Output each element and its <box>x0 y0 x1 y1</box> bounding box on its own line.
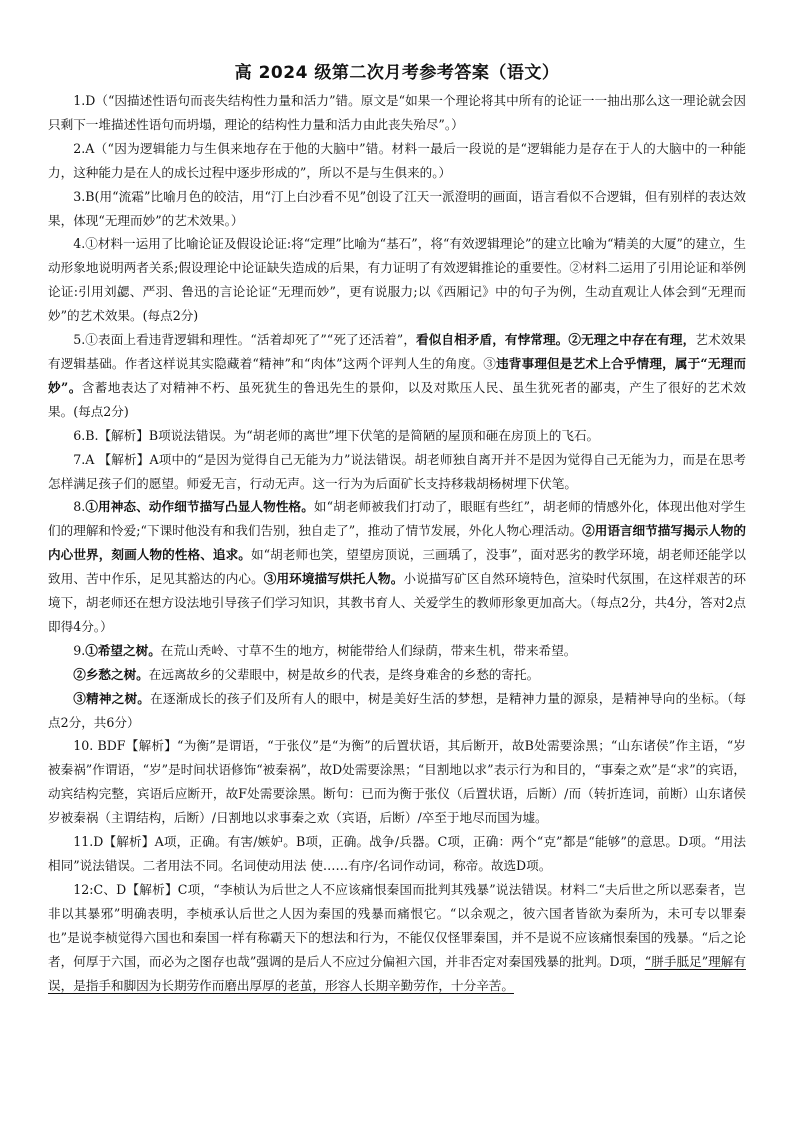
answer-9-item-2 <box>48 663 746 687</box>
answer-5-bold-1: 看似自相矛盾，有悖常理。②无理之中存在有理， <box>416 332 696 348</box>
answer-8-detail-2: 如“胡老师也笑，望望房顶说，三画瑀了，没事”，面对恶劣的教学环境，胡老师还能学以致用、苦中作乐，足见其豁达的内心。 <box>48 547 746 587</box>
answer-8-point-3: ③用环境描写烘托人物。 <box>263 571 404 587</box>
answer-8-detail-3: 小说描写矿区自然环境特色，渲染时代氛围，在这样艰苦的环境下，胡老师还在想方设法地引导孩子们学习知识，其教书育人、关爱学生的教师形象更加高大。（每点2分，共4分，答对2点即得4分。） <box>48 571 747 634</box>
page-title: 高 2024 级第二次月考参考答案（语文） <box>234 63 560 83</box>
answer-12-underlined: “胼手胝足”理解有误，是指手和脚因为长期劳作而磨出厚厚的老茧，形容人长期辛勤劳作，十分辛苦。 <box>48 953 746 993</box>
answer-2: 2.A（“因为逻辑能力与生俱来地存在于他的大脑中”错。材料一最后一段说的是“逻辑能力是存在于人的大脑中的一种能力，这种能力是在人的成长过程中逐步形成的”，所以不是与生俱来的。） <box>48 140 746 180</box>
answer-5-part-c: 艺术效果有逻辑基础。作者这样说其实隐藏着“精神”和“肉体”这两个评判人生的角度。③ <box>48 332 746 371</box>
answer-9-number: 9. <box>73 642 86 658</box>
answer-10: 10. BDF【解析】“为衡”是谓语，“于张仪”是“为衡”的后置状语，其后断开，故B处需要涂黑；“山东诸侯”作主语，“岁被秦祸”作谓语，“岁”是时间状语修饰“被秦祸”，故D处需要涂黑；“目割地以求”表示行为和目的，“事秦之欢”是“求”的宾语，动宾结构完整，宾语后应断开，故F处需要涂黑。断句：已而为衡于张仪（后置状语，后断）/而（转折连词，前断）山东诸侯岁被秦祸（主谓结构，后断）/日割地以求事秦之欢（宾语，后断）/卒至于地尽而国为墟。 <box>48 738 747 826</box>
answer-8 <box>48 495 746 638</box>
answer-9-item-1 <box>48 639 746 663</box>
answer-5-part-a: 5.①表面上看违背逻辑和理性。“活着却死了”“死了还活着”， <box>73 332 417 348</box>
answer-8-detail-1: 如“胡老师被我们打动了，眼眶有些红”，胡老师的情感外化，体现出他对学生们的理解和怜爱;“下课时他没有和我们告别，独自走了”，推动了情节发展，外化人物心理活动。 <box>48 499 746 539</box>
answer-6: 6.B.【解析】B项说法错误。为“胡老师的离世”埋下伏笔的是简陋的屋顶和砸在房顶上的飞石。 <box>73 427 600 443</box>
answer-9-detail-3: 在逐渐成长的孩子们及所有人的眼中，树是美好生活的梦想，是精神力量的源泉，是精神导向的坐标。（每点2分，共6分） <box>48 690 746 730</box>
answer-8-point-1: ①用神态、动作细节描写凸显人物性格。 <box>85 499 314 515</box>
answer-5-bold-2: 违背事理但是艺术上合乎情理，属于“无理而妙”。 <box>48 355 746 395</box>
answer-9-point-3: ③精神之树。 <box>73 690 151 706</box>
answer-1: 1.D（“因描述性语句而丧失结构性力量和活力”错。原文是“如果一个理论将其中所有的论证一一抽出那么这一理论就会因只剩下一堆描述性语句而坍塌，理论的结构性力量和活力由此丧失殆尽”。） <box>48 93 746 132</box>
answer-3: 3.B(用“流霜”比喻月色的皎洁，用“汀上白沙看不见”创设了江天一派澄明的画面，语言看似不合逻辑，但有别样的表达效果，体现“无理而妙”的艺术效果。） <box>48 188 746 228</box>
answer-12-main: 12:C、D【解析】C项，“李桢认为后世之人不应该痛恨秦国而批判其残暴”说法错误。材料二“夫后世之所以恶秦者，岂非以其暴邪”明确表明，李桢承认后世之人因为秦国的残暴而痛恨它。“以余观之，彼六国者皆欲为秦所为，未可专以罪秦也”是说李桢觉得六国也和秦国一样有称霸天下的想法和行为，不能仅仅怪罪秦国，并不是说不应该痛恨秦国的残暴。“后之论者，何厚于六国，而必为之图存也哉”强调的是后人不应过分偏袒六国，并非否定对秦国残暴的批判。D项， <box>48 881 746 969</box>
answer-7: 7.A 【解析】A项中的“是因为觉得自己无能为力”说法错误。胡老师独自离开并不是因为觉得自己无能为力，而是在思考怎样满足孩子们的愿望。师爱无言，行动无声。这一行为为后面矿长支持移栽胡杨树埋下伏笔。 <box>48 451 746 491</box>
answer-body <box>48 89 746 997</box>
answer-11: 11.D【解析】A项，正确。有害/嫉妒。B项，正确。战争/兵器。C项，正确：两个“克”都是“能够”的意思。D项。“用法相同”说法错误。二者用法不同。名词使动用法 使……有序/名词作动词，称帝。故选D项。 <box>48 834 746 873</box>
answer-9-point-1: ①希望之树。 <box>85 642 161 658</box>
answer-9-point-2: ②乡愁之树。 <box>73 666 149 682</box>
answer-4: 4.①材料一运用了比喻论证及假设论证:将“定理”比喻为“基石”，将“有效逻辑理论”的建立比喻为“精美的大厦”的建立，生动形象地说明两者关系;假设理论中论证缺失造成的后果，有力证明了有效逻辑推论的重要性。②材料二运用了引用论证和举例论证:引用刘勰、严羽、鲁迅的言论论证“无理而妙”，更有说服力;以《西厢记》中的句子为例，生动直观让人体会到“无理而妙”的艺术效果。(每点2分) <box>48 236 746 324</box>
answer-12 <box>48 878 746 998</box>
answer-9-detail-2: 在远离故乡的父辈眼中，树是故乡的代表，是终身难舍的乡愁的寄托。 <box>148 666 540 682</box>
answer-8-point-2: ②用语言细节描写揭示人物的内心世界，刻画人物的性格、追求。 <box>48 523 747 563</box>
answer-9-detail-1: 在荒山秃岭、寸草不生的地方，树能带给人们绿荫，带来生机，带来希望。 <box>160 642 577 658</box>
answer-8-number: 8. <box>73 499 86 515</box>
answer-9-item-3 <box>48 687 746 735</box>
answer-5 <box>48 328 746 424</box>
answer-5-part-e: 含蓄地表达了对精神不朽、虽死犹生的鲁迅先生的景仰，以及对欺压人民、虽生犹死者的鄙夷，产生了很好的艺术效果。(每点2分) <box>48 379 746 419</box>
